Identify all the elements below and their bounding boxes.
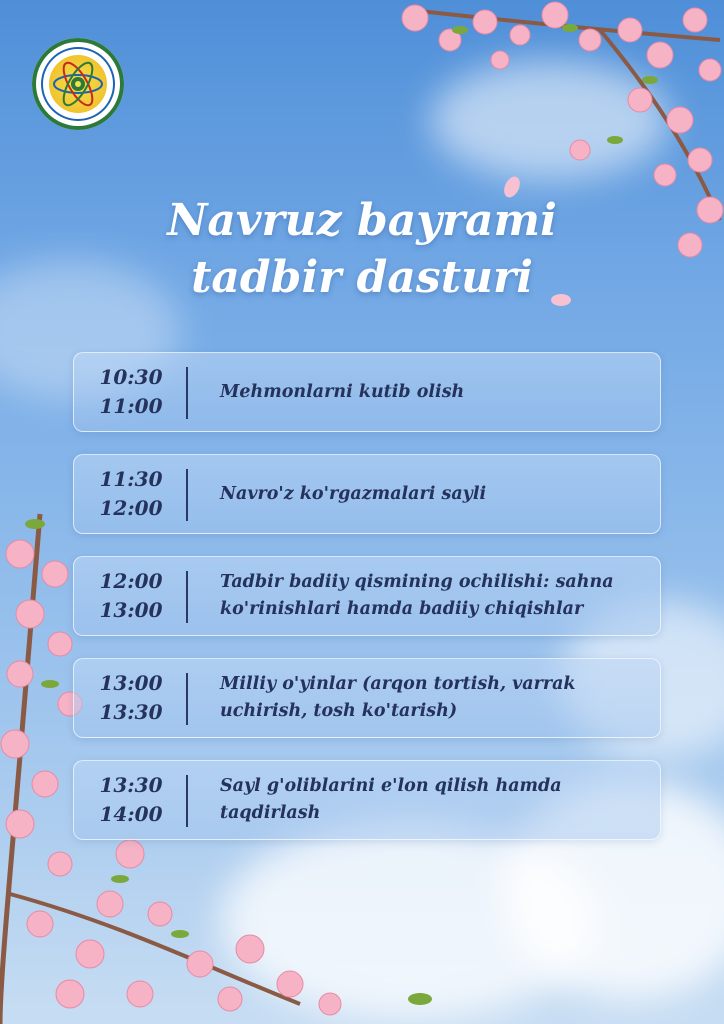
end-time: 13:30 [99,700,163,724]
institution-logo [32,38,124,130]
start-time: 12:00 [99,569,163,593]
institution-emblem-icon [49,55,107,113]
divider [186,673,188,725]
activity-description: Mehmonlarni kutib olish [220,381,465,402]
schedule-item [73,760,661,840]
divider [186,775,188,827]
divider [186,367,188,419]
time-range [74,761,188,839]
time-range [74,659,188,737]
start-time: 11:30 [99,467,163,491]
schedule-item [73,556,661,636]
end-time: 11:00 [99,394,163,418]
schedule-item [73,658,661,738]
start-time: 13:30 [99,773,163,797]
divider [186,469,188,521]
end-time: 14:00 [99,802,163,826]
time-range [74,455,188,533]
activity-description: Tadbir badiiy qismining ochilishi: sahna ko'rinishlari hamda badiiy chiqishlar [220,572,614,619]
page-title [0,192,724,306]
activity-description: Navro'z ko'rgazmalari sayli [220,483,487,504]
time-range [74,557,188,635]
start-time: 10:30 [99,365,163,389]
activity-description: Milliy o'yinlar (arqon tortish, varrak uchirish, tosh ko'tarish) [220,674,576,721]
schedule-item [73,454,661,534]
divider [186,571,188,623]
title-line-2: tadbir dasturi [191,252,533,304]
start-time: 13:00 [99,671,163,695]
title-line-1: Navruz bayrami [167,195,557,246]
end-time: 13:00 [99,598,163,622]
activity-description: Sayl g'oliblarini e'lon qilish hamda taqdirlash [220,776,562,823]
time-range [74,353,188,431]
schedule-item [73,352,661,432]
end-time: 12:00 [99,496,163,520]
